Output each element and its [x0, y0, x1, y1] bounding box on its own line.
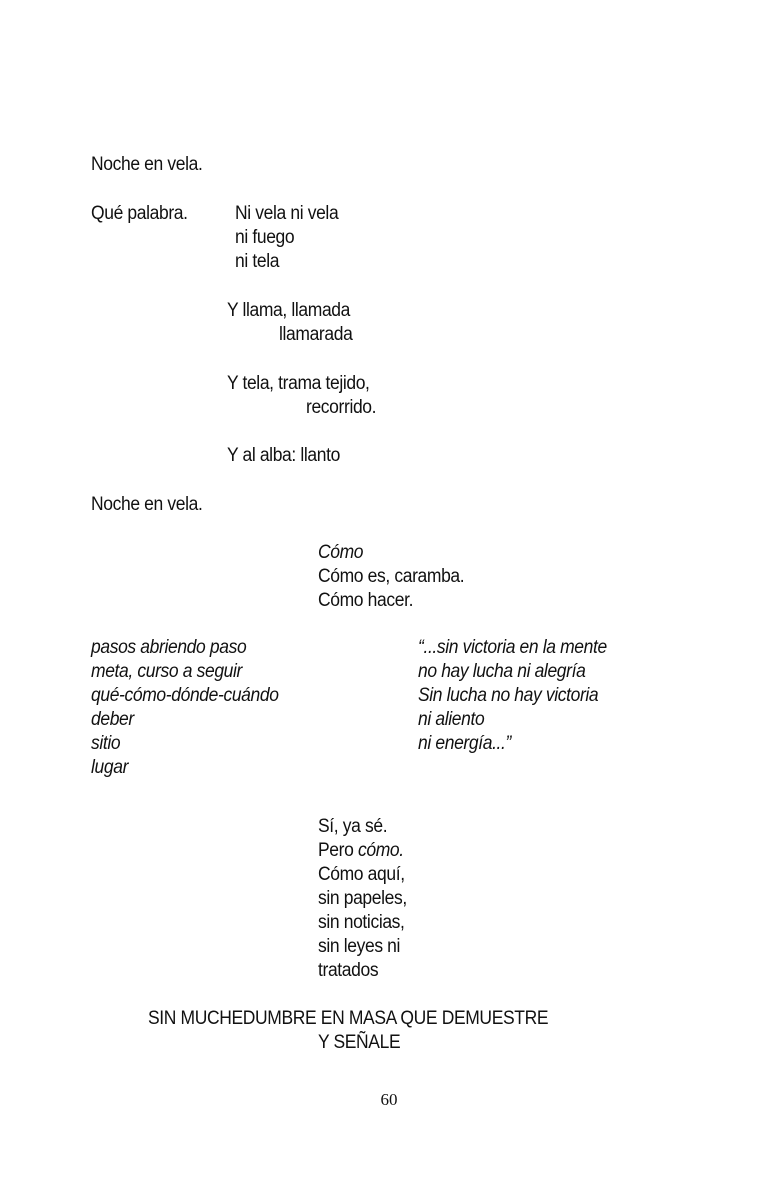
- caps-line-1: SIN MUCHEDUMBRE EN MASA QUE DEMUESTRE: [148, 1008, 549, 1029]
- italic-line: qué-cómo-dónde-cuándo: [91, 685, 279, 706]
- quote-line: ni energía...”: [418, 733, 511, 754]
- quote-line: Sin lucha no hay victoria: [418, 685, 599, 706]
- como-italic-line: Cómo: [318, 542, 364, 563]
- italic-line: pasos abriendo paso: [91, 637, 247, 658]
- stanza-line: ni fuego: [235, 227, 295, 248]
- como-block: [318, 541, 464, 613]
- quote-line: no hay lucha ni alegría: [418, 661, 586, 682]
- verse-line: tratados: [318, 960, 379, 981]
- italic-line: deber: [91, 709, 134, 730]
- quote-line: “...sin victoria en la mente: [418, 637, 607, 658]
- stanza-tela-line-2: recorrido.: [306, 397, 377, 418]
- quote-column: [418, 636, 607, 756]
- italic-line: lugar: [91, 757, 129, 778]
- italic-line: sitio: [91, 733, 121, 754]
- page-number: 60: [380, 1090, 398, 1109]
- como-line: Cómo es, caramba.: [318, 566, 465, 587]
- verse-line: Pero cómo.: [318, 840, 404, 861]
- que-palabra-line: Qué palabra.: [91, 203, 188, 224]
- stanza-llama-line-2: llamarada: [279, 324, 353, 345]
- caps-line-2: Y SEÑALE: [318, 1032, 401, 1053]
- left-italic-column: [91, 636, 279, 780]
- verse-line: Sí, ya sé.: [318, 816, 388, 837]
- italic-line: meta, curso a seguir: [91, 661, 243, 682]
- verse-line: Cómo aquí,: [318, 864, 405, 885]
- stanza-line: Ni vela ni vela: [235, 203, 339, 224]
- stanza-alba-line: Y al alba: llanto: [227, 445, 340, 466]
- quote-line: ni aliento: [418, 709, 485, 730]
- opening-line: Noche en vela.: [91, 154, 203, 175]
- verse-line: sin leyes ni: [318, 936, 401, 957]
- verse-line: sin noticias,: [318, 912, 405, 933]
- closing-line: Noche en vela.: [91, 494, 203, 515]
- verse-line: sin papeles,: [318, 888, 407, 909]
- si-ya-se-block: [318, 815, 407, 983]
- stanza-vela: [235, 202, 338, 274]
- stanza-tela-line-1: Y tela, trama tejido,: [227, 373, 370, 394]
- stanza-llama-line-1: Y llama, llamada: [227, 300, 351, 321]
- stanza-line: ni tela: [235, 251, 280, 272]
- como-line: Cómo hacer.: [318, 590, 414, 611]
